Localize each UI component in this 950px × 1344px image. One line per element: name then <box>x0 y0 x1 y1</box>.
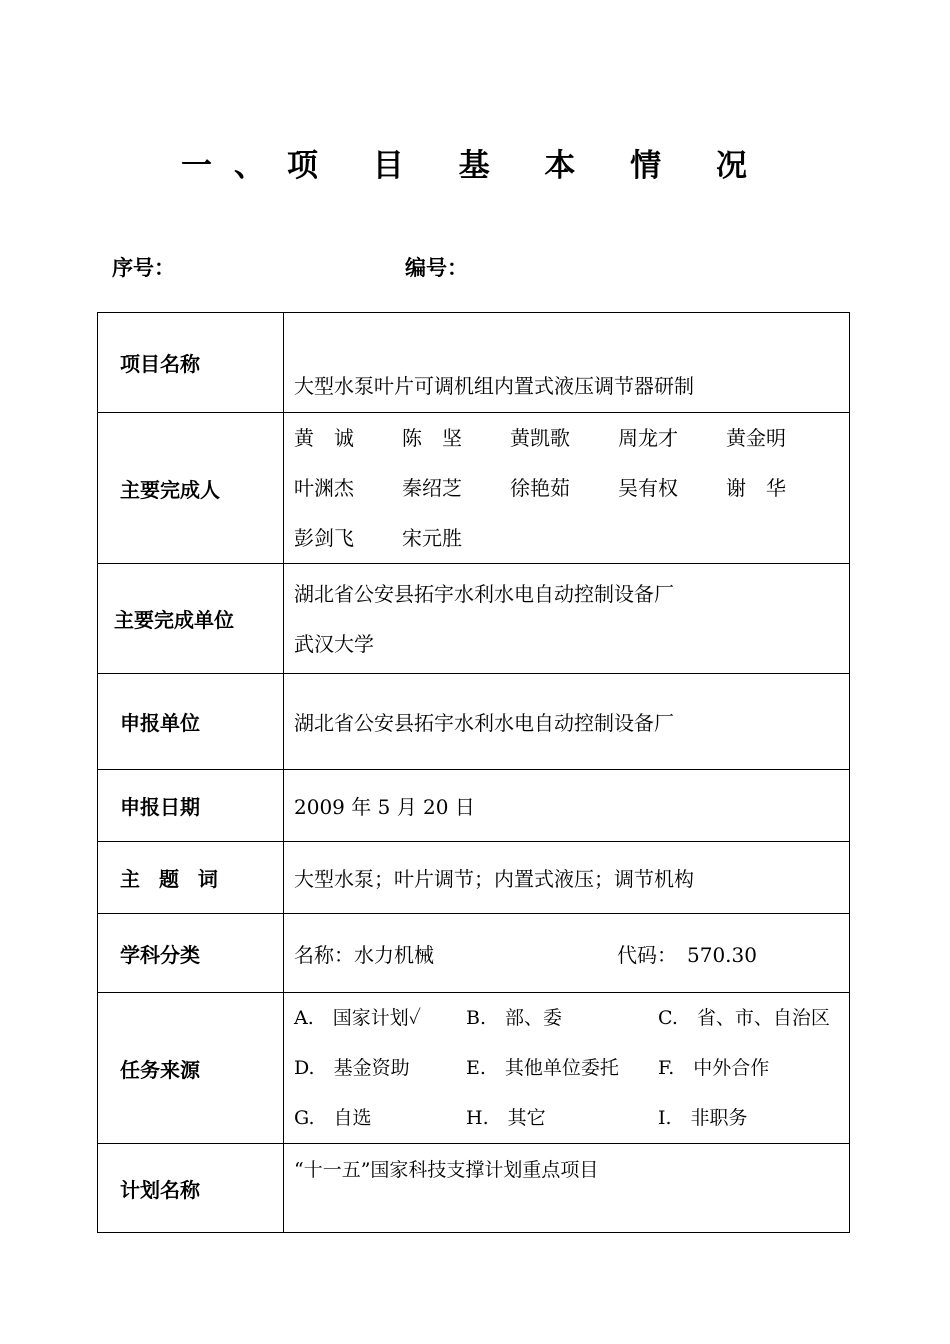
project-name-value: 大型水泵叶片可调机组内置式液压调节器研制 <box>294 374 694 398</box>
row-completers <box>98 413 850 564</box>
keywords-label: 主 题 词 <box>98 842 284 914</box>
person-name: 徐艳茹 <box>510 476 570 500</box>
person-name: 叶渊杰 <box>294 476 354 500</box>
task-source-line <box>294 1093 849 1143</box>
person-name: 谢 华 <box>726 476 786 500</box>
row-units <box>98 564 850 674</box>
task-option: D. 基金资助 <box>294 1057 410 1079</box>
date-value: 2009 年 5 月 20 日 <box>284 770 850 842</box>
row-discipline <box>98 914 850 993</box>
person-name: 周龙才 <box>618 426 678 450</box>
completers-line-1 <box>294 413 849 463</box>
completers-line-2 <box>294 463 849 513</box>
code-number-label: 编号： <box>405 256 468 280</box>
task-option: A. 国家计划✓ <box>294 1007 422 1029</box>
discipline-code: 代码： 570.30 <box>617 942 757 967</box>
applicant-label: 申报单位 <box>98 674 284 770</box>
completers-line-3 <box>294 513 849 563</box>
page-title: 一、项 目 基 本 情 况 <box>181 148 769 184</box>
person-name: 秦绍芝 <box>402 476 462 500</box>
row-task-source <box>98 993 850 1144</box>
person-name: 吴有权 <box>618 476 678 500</box>
row-keywords <box>98 842 850 914</box>
serial-number-label: 序号： <box>112 256 175 280</box>
person-name: 黄 诚 <box>294 426 354 450</box>
task-option: H. 其它 <box>466 1107 546 1129</box>
date-label: 申报日期 <box>98 770 284 842</box>
task-option: G. 自选 <box>294 1107 372 1129</box>
person-name: 彭剑飞 <box>294 526 354 550</box>
unit-line: 湖北省公安县拓宇水利水电自动控制设备厂 <box>294 581 674 606</box>
task-source-label: 任务来源 <box>98 993 284 1144</box>
unit-line: 武汉大学 <box>294 631 374 656</box>
person-name: 宋元胜 <box>402 526 462 550</box>
discipline-name: 名称：水力机械 <box>294 942 434 967</box>
units-label: 主要完成单位 <box>98 564 284 674</box>
row-project-name <box>98 313 850 413</box>
task-source-line <box>294 1043 849 1093</box>
plan-label: 计划名称 <box>98 1144 284 1233</box>
project-name-label: 项目名称 <box>98 313 284 413</box>
task-option: E. 其他单位委托 <box>466 1057 619 1079</box>
task-option: B. 部、委 <box>466 1007 563 1029</box>
discipline-label: 学科分类 <box>98 914 284 993</box>
task-option: F. 中外合作 <box>658 1057 770 1079</box>
person-name: 陈 坚 <box>402 426 462 450</box>
person-name: 黄凯歌 <box>510 426 570 450</box>
project-info-table <box>97 312 850 1233</box>
row-date <box>98 770 850 842</box>
row-applicant <box>98 674 850 770</box>
task-source-line <box>294 993 849 1043</box>
keywords-value: 大型水泵；叶片调节；内置式液压；调节机构 <box>284 842 850 914</box>
applicant-value: 湖北省公安县拓宇水利水电自动控制设备厂 <box>284 674 850 770</box>
person-name: 黄金明 <box>726 426 786 450</box>
completers-label: 主要完成人 <box>98 413 284 564</box>
row-plan <box>98 1144 850 1233</box>
task-option: I. 非职务 <box>658 1107 748 1129</box>
plan-value: “十一五”国家科技支撑计划重点项目 <box>294 1159 599 1181</box>
task-option: C. 省、市、自治区 <box>658 1007 830 1029</box>
